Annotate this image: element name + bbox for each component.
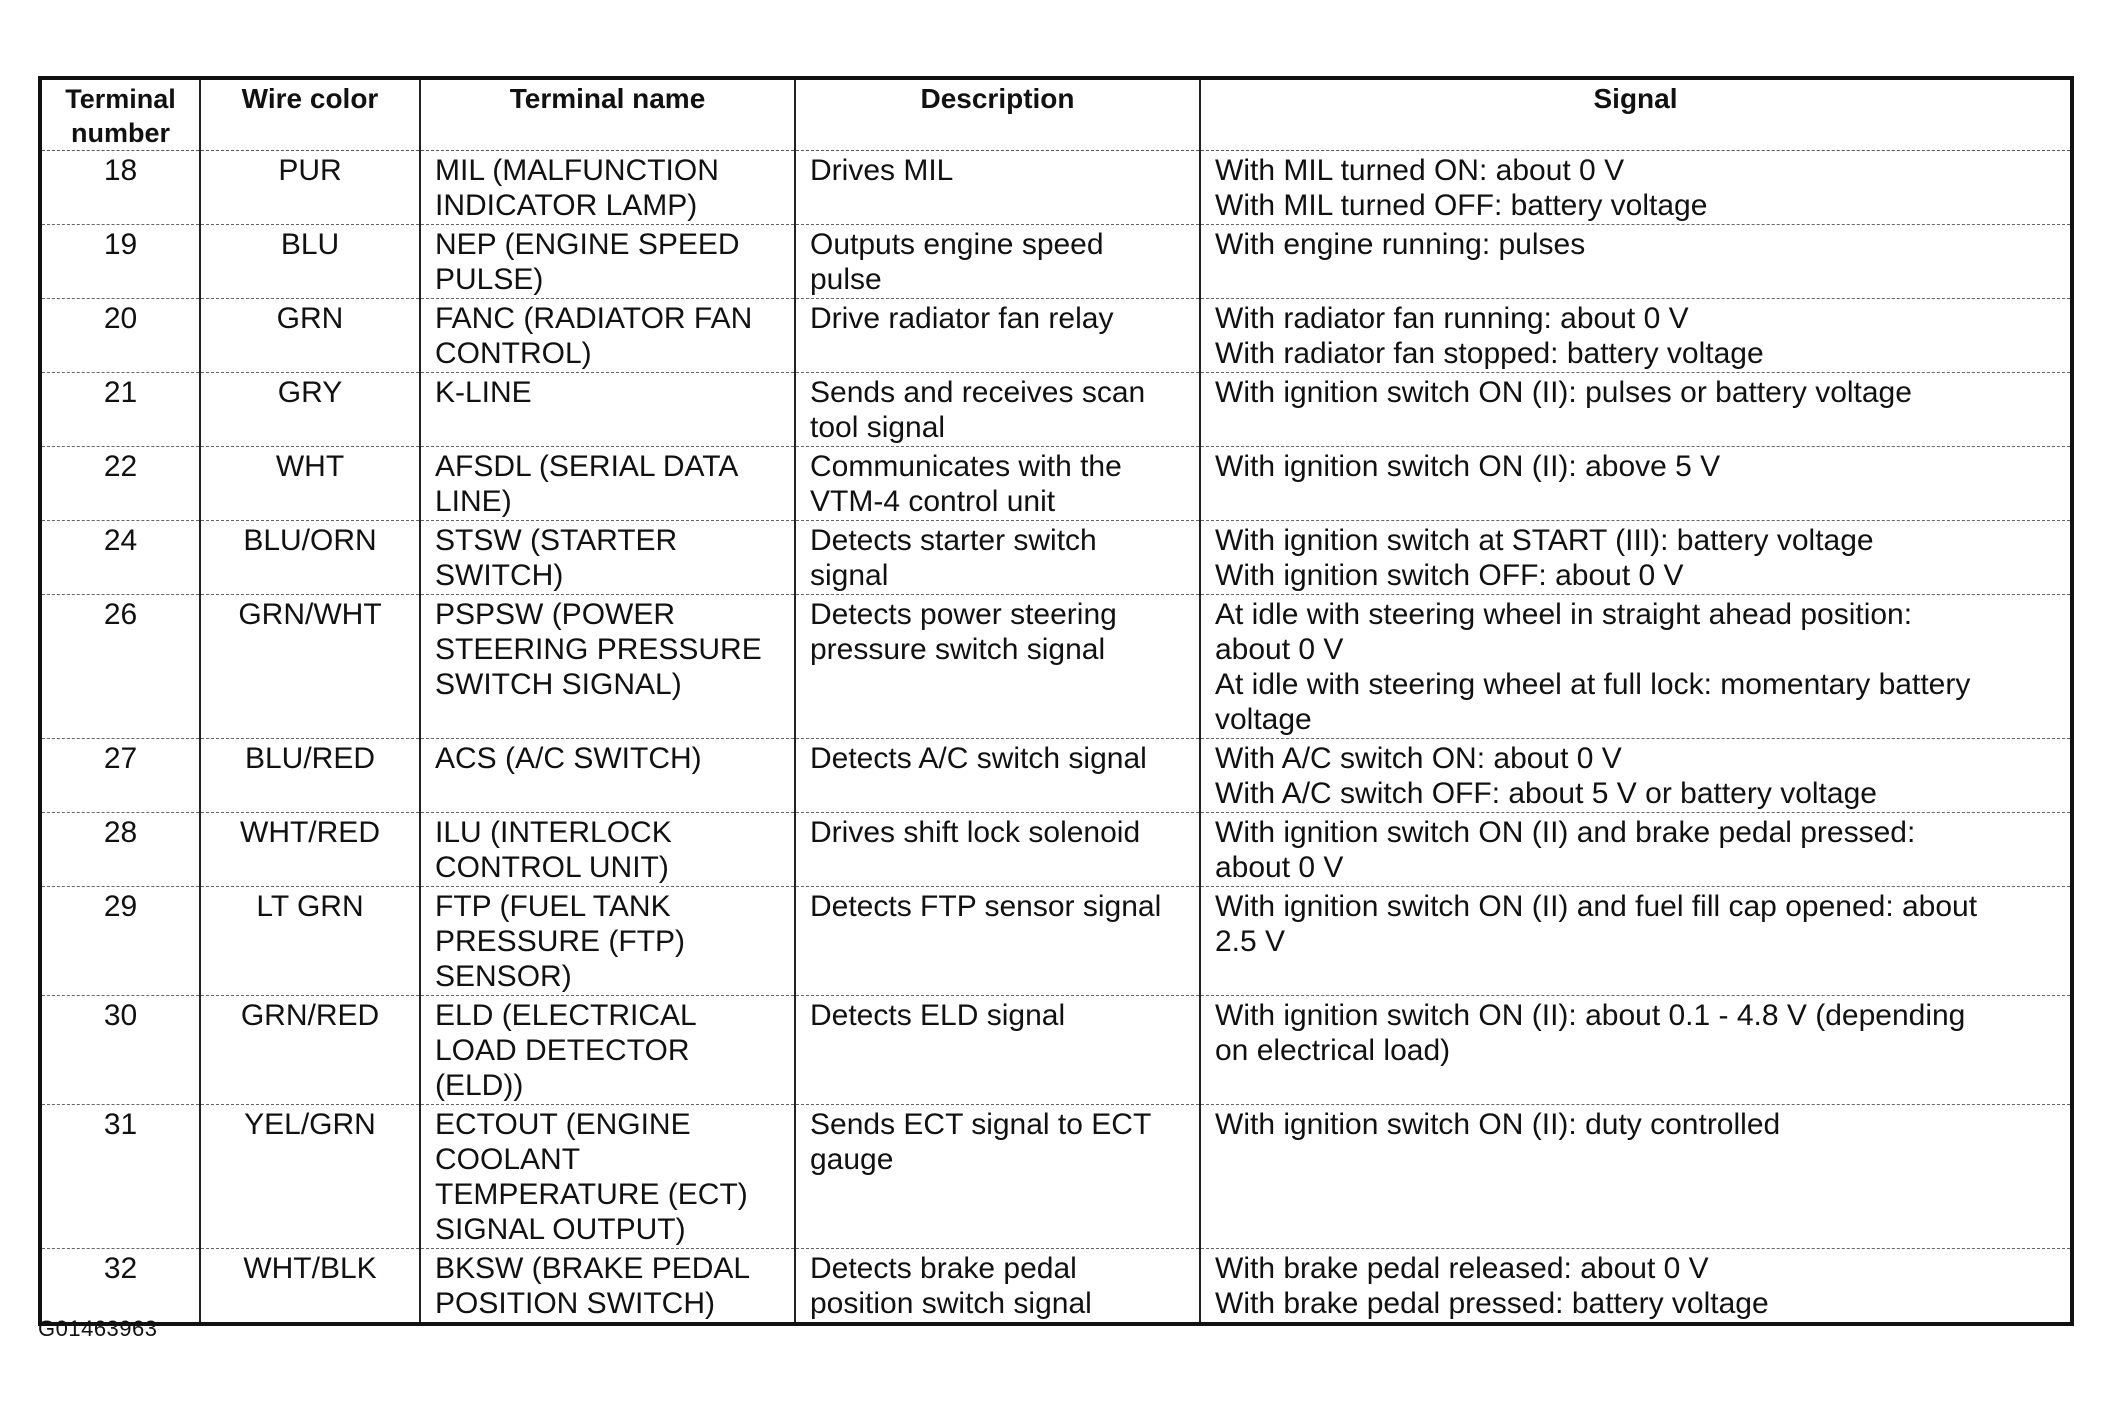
table-body xyxy=(40,151,2072,1325)
description-line: pressure switch signal xyxy=(810,633,1106,666)
terminal-name-line: FTP (FUEL TANK xyxy=(435,890,671,923)
terminal-name-line: SWITCH) xyxy=(435,559,564,592)
signal-line: At idle with steering wheel in straight ahead position: xyxy=(1215,598,1913,631)
signal-line: With MIL turned ON: about 0 V xyxy=(1215,154,1625,187)
signal-line: voltage xyxy=(1215,703,1312,736)
wire-color-cell: WHT xyxy=(200,447,420,521)
signal-line: With ignition switch ON (II): above 5 V xyxy=(1215,450,1721,483)
signal-cell xyxy=(1200,521,2072,595)
description-line: pulse xyxy=(810,263,882,296)
terminal-name-line: (ELD)) xyxy=(435,1069,524,1102)
description-line: Detects brake pedal xyxy=(810,1252,1077,1285)
signal-line: With radiator fan running: about 0 V xyxy=(1215,302,1689,335)
description-cell xyxy=(795,225,1200,299)
table-row xyxy=(40,225,2072,299)
table-row xyxy=(40,447,2072,521)
description-cell xyxy=(795,1105,1200,1249)
terminal-number-cell: 28 xyxy=(40,813,200,887)
terminal-number-cell: 22 xyxy=(40,447,200,521)
header-terminal-number: Terminal number xyxy=(40,78,200,151)
terminal-name-cell xyxy=(420,996,795,1105)
terminal-name-line: PRESSURE (FTP) xyxy=(435,925,686,958)
table-row xyxy=(40,595,2072,739)
terminal-name-line: FANC (RADIATOR FAN xyxy=(435,302,753,335)
description-line: Detects ELD signal xyxy=(810,999,1066,1032)
wire-color-cell: GRY xyxy=(200,373,420,447)
terminal-name-line: LOAD DETECTOR xyxy=(435,1034,690,1067)
signal-line: With ignition switch ON (II): pulses or battery voltage xyxy=(1215,376,1912,409)
terminal-table-container xyxy=(38,76,2070,1326)
terminal-name-line: ILU (INTERLOCK xyxy=(435,816,672,849)
description-line: position switch signal xyxy=(810,1287,1092,1320)
signal-line: With A/C switch OFF: about 5 V or battery voltage xyxy=(1215,777,1877,810)
terminal-name-line: MIL (MALFUNCTION xyxy=(435,154,719,187)
table-row xyxy=(40,996,2072,1105)
terminal-name-cell xyxy=(420,595,795,739)
signal-line: At idle with steering wheel at full lock: momentary battery xyxy=(1215,668,1971,701)
terminal-name-line: NEP (ENGINE SPEED xyxy=(435,228,740,261)
description-cell xyxy=(795,813,1200,887)
terminal-number-cell: 19 xyxy=(40,225,200,299)
description-line: Detects A/C switch signal xyxy=(810,742,1147,775)
wire-color-cell: BLU/RED xyxy=(200,739,420,813)
terminal-name-line: K-LINE xyxy=(435,376,532,409)
description-line: tool signal xyxy=(810,411,946,444)
header-description: Description xyxy=(795,78,1200,151)
signal-line: With ignition switch ON (II) and brake pedal pressed: xyxy=(1215,816,1916,849)
wire-color-cell: GRN/WHT xyxy=(200,595,420,739)
description-line: Drive radiator fan relay xyxy=(810,302,1114,335)
signal-cell xyxy=(1200,1105,2072,1249)
terminal-name-cell xyxy=(420,739,795,813)
description-line: Drives MIL xyxy=(810,154,954,187)
terminal-name-line: STEERING PRESSURE xyxy=(435,633,762,666)
signal-cell xyxy=(1200,739,2072,813)
signal-line: about 0 V xyxy=(1215,851,1344,884)
wire-color-cell: BLU xyxy=(200,225,420,299)
description-line: VTM-4 control unit xyxy=(810,485,1056,518)
signal-cell xyxy=(1200,447,2072,521)
terminal-name-line: BKSW (BRAKE PEDAL xyxy=(435,1252,751,1285)
description-line: Outputs engine speed xyxy=(810,228,1104,261)
wire-color-cell: PUR xyxy=(200,151,420,225)
signal-line: With ignition switch ON (II): duty controlled xyxy=(1215,1108,1781,1141)
terminal-name-cell xyxy=(420,887,795,996)
figure-id: G01463963 xyxy=(38,1316,158,1341)
description-line: Sends ECT signal to ECT xyxy=(810,1108,1152,1141)
terminal-name-line: SWITCH SIGNAL) xyxy=(435,668,682,701)
description-line: Detects starter switch xyxy=(810,524,1097,557)
wire-color-cell: GRN/RED xyxy=(200,996,420,1105)
terminal-name-line: STSW (STARTER xyxy=(435,524,678,557)
wire-color-cell: WHT/BLK xyxy=(200,1249,420,1325)
header-signal: Signal xyxy=(1200,78,2072,151)
terminal-name-line: CONTROL) xyxy=(435,337,592,370)
terminal-name-line: TEMPERATURE (ECT) xyxy=(435,1178,748,1211)
terminal-name-cell xyxy=(420,151,795,225)
description-cell xyxy=(795,151,1200,225)
terminal-name-line: PULSE) xyxy=(435,263,544,296)
wire-color-cell: WHT/RED xyxy=(200,813,420,887)
terminal-number-cell: 27 xyxy=(40,739,200,813)
description-cell xyxy=(795,1249,1200,1325)
terminal-name-line: POSITION SWITCH) xyxy=(435,1287,715,1320)
signal-line: With ignition switch ON (II) and fuel fill cap opened: about xyxy=(1215,890,1978,923)
terminal-name-cell xyxy=(420,447,795,521)
terminal-number-cell: 26 xyxy=(40,595,200,739)
terminal-number-cell: 32 xyxy=(103,1252,138,1285)
wire-color-cell: LT GRN xyxy=(200,887,420,996)
description-cell xyxy=(795,996,1200,1105)
table-row xyxy=(40,887,2072,996)
terminal-name-line: LINE) xyxy=(435,485,512,518)
table-row xyxy=(40,739,2072,813)
terminal-name-line: ELD (ELECTRICAL xyxy=(435,999,697,1032)
header-wire-color: Wire color xyxy=(200,78,420,151)
signal-line: With brake pedal released: about 0 V xyxy=(1215,1252,1709,1285)
description-cell xyxy=(795,595,1200,739)
terminal-number-cell: 20 xyxy=(40,299,200,373)
signal-cell xyxy=(1200,225,2072,299)
terminal-name-cell xyxy=(420,373,795,447)
signal-line: With ignition switch at START (III): battery voltage xyxy=(1215,524,1874,557)
terminal-number-cell: 18 xyxy=(40,151,200,225)
signal-line: on electrical load) xyxy=(1215,1034,1451,1067)
signal-cell xyxy=(1200,1249,2072,1325)
terminal-number-cell: 24 xyxy=(40,521,200,595)
table-row xyxy=(40,373,2072,447)
description-line: Detects FTP sensor signal xyxy=(810,890,1162,923)
terminal-name-line: SIGNAL OUTPUT) xyxy=(435,1213,686,1246)
description-line: signal xyxy=(810,559,889,592)
description-line: Communicates with the xyxy=(810,450,1122,483)
wire-color-cell: GRN xyxy=(200,299,420,373)
terminal-name-line: ACS (A/C SWITCH) xyxy=(435,742,702,775)
signal-cell xyxy=(1200,887,2072,996)
terminal-number-cell: 21 xyxy=(40,373,200,447)
wire-color-cell: YEL/GRN xyxy=(200,1105,420,1249)
terminal-number-cell: 30 xyxy=(40,996,200,1105)
signal-line: With ignition switch ON (II): about 0.1 - 4.8 V (depending xyxy=(1215,999,1966,1032)
terminal-name-cell xyxy=(420,299,795,373)
wire-color-cell: BLU/ORN xyxy=(200,521,420,595)
table-row xyxy=(40,1249,2072,1325)
signal-line: about 0 V xyxy=(1215,633,1344,666)
terminal-name-cell xyxy=(420,813,795,887)
signal-cell xyxy=(1200,373,2072,447)
description-cell xyxy=(795,447,1200,521)
description-cell xyxy=(795,373,1200,447)
terminal-name-cell xyxy=(420,225,795,299)
terminal-name-cell xyxy=(420,521,795,595)
signal-cell xyxy=(1200,151,2072,225)
table-row xyxy=(40,813,2072,887)
terminal-number-cell: 31 xyxy=(40,1105,200,1249)
signal-cell xyxy=(1200,595,2072,739)
signal-line: 2.5 V xyxy=(1215,925,1286,958)
table-row xyxy=(40,151,2072,225)
terminal-name-line: COOLANT xyxy=(435,1143,581,1176)
description-cell xyxy=(795,887,1200,996)
signal-line: With engine running: pulses xyxy=(1215,228,1586,261)
table-row xyxy=(40,1105,2072,1249)
terminal-name-line: AFSDL (SERIAL DATA xyxy=(435,450,739,483)
description-line: Sends and receives scan xyxy=(810,376,1146,409)
signal-line: With ignition switch OFF: about 0 V xyxy=(1215,559,1684,592)
terminal-name-cell xyxy=(420,1105,795,1249)
terminal-name-line: ECTOUT (ENGINE xyxy=(435,1108,691,1141)
description-line: Drives shift lock solenoid xyxy=(810,816,1141,849)
table-row xyxy=(40,521,2072,595)
description-line: Detects power steering xyxy=(810,598,1117,631)
description-cell xyxy=(795,521,1200,595)
description-cell xyxy=(795,299,1200,373)
terminal-name-line: SENSOR) xyxy=(435,960,572,993)
terminal-name-line: PSPSW (POWER xyxy=(435,598,676,631)
terminal-name-cell xyxy=(420,1249,795,1325)
signal-cell xyxy=(1200,996,2072,1105)
signal-cell xyxy=(1200,813,2072,887)
terminal-table xyxy=(38,76,2074,1326)
terminal-name-line: CONTROL UNIT) xyxy=(435,851,669,884)
signal-line: With radiator fan stopped: battery voltage xyxy=(1215,337,1764,370)
description-line: gauge xyxy=(810,1143,894,1176)
terminal-name-line: INDICATOR LAMP) xyxy=(435,189,698,222)
description-cell xyxy=(795,739,1200,813)
signal-cell xyxy=(1200,299,2072,373)
terminal-number-cell: 29 xyxy=(40,887,200,996)
signal-line: With brake pedal pressed: battery voltage xyxy=(1215,1287,1769,1320)
table-row xyxy=(40,299,2072,373)
header-terminal-name: Terminal name xyxy=(420,78,795,151)
table-header-row xyxy=(40,78,2072,151)
signal-line: With A/C switch ON: about 0 V xyxy=(1215,742,1622,775)
signal-line: With MIL turned OFF: battery voltage xyxy=(1215,189,1708,222)
